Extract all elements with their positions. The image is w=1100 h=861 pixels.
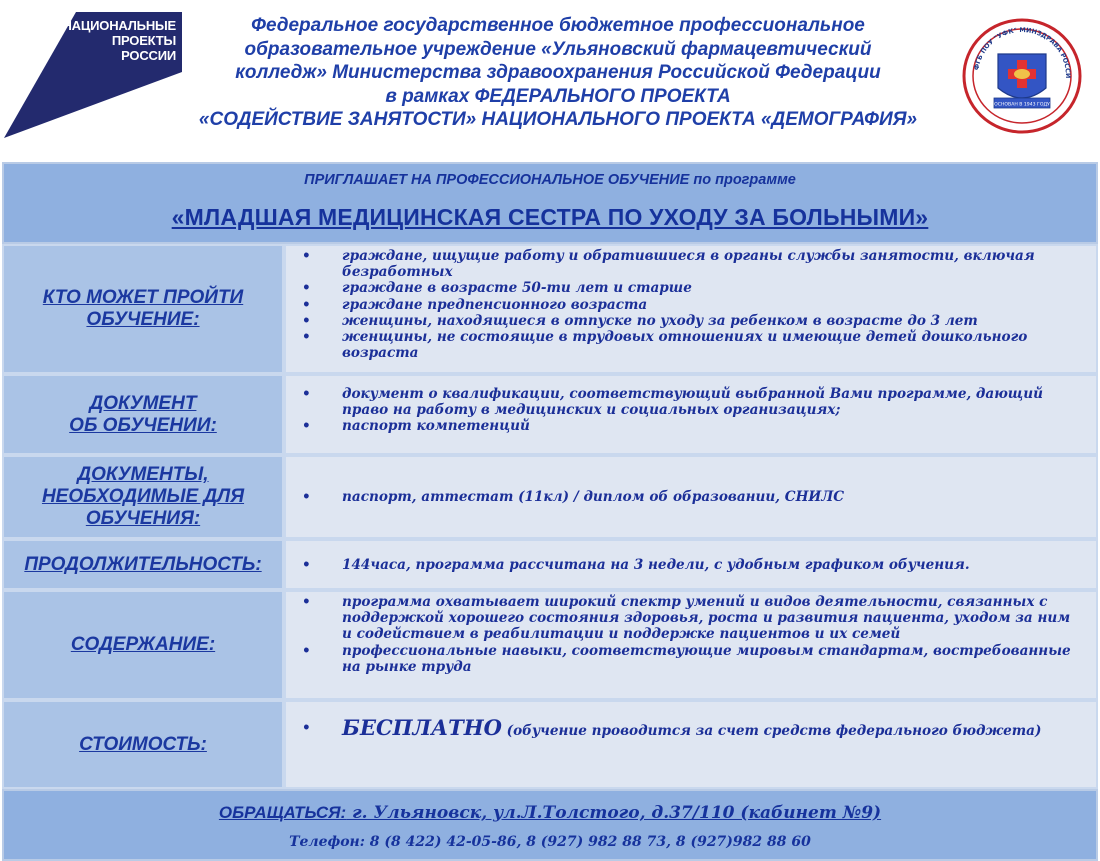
list-item: • граждане предпенсионного возраста xyxy=(300,297,1080,313)
required-docs-content-cell xyxy=(284,455,1098,539)
title-line: образовательное учреждение «Ульяновский фармацевтический xyxy=(244,38,872,60)
list-item: • программа охватывает широкий спектр умений и видов деятельности, связанных с поддержкой хорошего состояния здоровья, роста и развития пациента, уходом за ним и содействием в реабилитации и поддержке пациентов и их семей xyxy=(300,594,1080,643)
document-label-cell xyxy=(2,374,284,455)
label-line: НЕОБХОДИМЫЕ ДЛЯ xyxy=(41,486,245,507)
contact-phones: Телефон: 8 (8 422) 42-05-86, 8 (927) 982 88 73, 8 (927)982 88 60 xyxy=(289,834,811,850)
cost-label xyxy=(79,734,207,756)
invitation-row xyxy=(2,162,1098,244)
college-emblem xyxy=(962,18,1082,134)
logo-line: РОССИИ xyxy=(121,48,176,63)
address-text: г. Ульяновск, ул.Л.Толстого, д.37/110 (кабинет №9) xyxy=(346,803,882,823)
list-item: • граждане, ищущие работу и обратившиеся в органы службы занятости, включая безработных xyxy=(300,248,1080,280)
list-item: • профессиональные навыки, соответствующие мировым стандартам, востребованные на рынке труда xyxy=(300,643,1080,675)
program-title-text: «МЛАДШАЯ МЕДИЦИНСКАЯ СЕСТРА ПО УХОДУ ЗА БОЛЬНЫМИ» xyxy=(171,204,929,230)
label-line: ПРОДОЛЖИТЕЛЬНОСТЬ: xyxy=(24,553,262,575)
logo-text xyxy=(56,18,176,63)
duration-label-cell xyxy=(2,539,284,590)
who-content-cell xyxy=(284,244,1098,374)
contact-cell xyxy=(2,789,1098,861)
organization-title xyxy=(178,14,938,132)
title-line: «СОДЕЙСТВИЕ ЗАНЯТОСТИ» НАЦИОНАЛЬНОГО ПРОЕКТА «ДЕМОГРАФИЯ» xyxy=(198,109,918,130)
logo-line: НАЦИОНАЛЬНЫЕ xyxy=(62,18,176,33)
content-list xyxy=(300,594,1080,675)
required-docs-list xyxy=(300,489,1080,505)
list-item: • 144часа, программа рассчитана на 3 недели, с удобным графиком обучения. xyxy=(300,557,1080,573)
duration-list xyxy=(300,557,1080,573)
duration-content-cell xyxy=(284,539,1098,590)
title-line: колледж» Министерства здравоохранения Российской Федерации xyxy=(235,62,881,83)
info-table xyxy=(2,162,1098,861)
title-line: Федеральное государственное бюджетное профессиональное xyxy=(251,15,865,36)
list-item: • паспорт компетенций xyxy=(300,418,1080,434)
label-line: ОБ ОБУЧЕНИИ: xyxy=(69,414,217,436)
contact-row xyxy=(2,789,1098,861)
content-label-cell xyxy=(2,590,284,700)
list-item: • паспорт, аттестат (11кл) / диплом об образовании, СНИЛС xyxy=(300,489,1080,505)
list-item: • документ о квалификации, соответствующий выбранной Вами программе, дающий право на работу в медицинских и социальных организациях; xyxy=(300,386,1080,418)
list-item xyxy=(300,715,1080,740)
invitation-cell xyxy=(2,162,1098,244)
label-line: ДОКУМЕНТ xyxy=(89,392,197,414)
who-list xyxy=(300,248,1080,361)
contact-label: ОБРАЩАТЬСЯ: xyxy=(218,803,347,822)
duration-label xyxy=(24,554,261,576)
required-docs-label xyxy=(42,464,244,530)
label-line: ОБУЧЕНИЕ: xyxy=(86,309,200,330)
content-content-cell xyxy=(284,590,1098,700)
cost-label-cell xyxy=(2,700,284,789)
list-item: • женщины, находящиеся в отпуске по уходу за ребенком в возрасте до 3 лет xyxy=(300,313,1080,329)
document-row xyxy=(2,374,1098,455)
label-line: ОБУЧЕНИЯ: xyxy=(85,508,201,529)
cost-note: (обучение проводится за счет средств федерального бюджета) xyxy=(501,723,1042,739)
list-item: • граждане в возрасте 50-ти лет и старше xyxy=(300,280,1080,296)
contact-address xyxy=(4,803,1096,823)
document-content-cell xyxy=(284,374,1098,455)
free-label: БЕСПЛАТНО xyxy=(342,715,502,740)
label-line: СОДЕРЖАНИЕ: xyxy=(70,634,216,655)
program-title xyxy=(4,204,1096,231)
who-label-cell xyxy=(2,244,284,374)
list-item: • женщины, не состоящие в трудовых отношениях и имеющие детей дошкольного возраста xyxy=(300,329,1080,361)
duration-row xyxy=(2,539,1098,590)
label-line: ДОКУМЕНТЫ, xyxy=(77,464,209,485)
emblem-ring-text: ФГБ ПОУ "УФК" МИНЗДРАВА РОССИ xyxy=(972,25,1073,79)
invitation-text: ПРИГЛАШАЕТ НА ПРОФЕССИОНАЛЬНОЕ ОБУЧЕНИЕ по программе xyxy=(304,172,796,188)
required-docs-row xyxy=(2,455,1098,539)
cost-row xyxy=(2,700,1098,789)
document-label xyxy=(69,393,217,437)
content-row xyxy=(2,590,1098,700)
cost-content-cell xyxy=(284,700,1098,789)
title-line: в рамках ФЕДЕРАЛЬНОГО ПРОЕКТА xyxy=(385,85,731,107)
label-line: КТО МОЖЕТ ПРОЙТИ xyxy=(42,287,244,308)
who-label xyxy=(43,287,243,331)
document-list xyxy=(300,386,1080,435)
content-label xyxy=(71,634,215,656)
label-line: СТОИМОСТЬ: xyxy=(79,733,207,755)
cost-list xyxy=(300,715,1080,740)
who-row xyxy=(2,244,1098,374)
required-docs-label-cell xyxy=(2,455,284,539)
emblem-bottom-text: ОСНОВАН В 1943 ГОДУ xyxy=(994,102,1050,108)
header xyxy=(0,0,1100,160)
logo-line: ПРОЕКТЫ xyxy=(111,33,176,48)
